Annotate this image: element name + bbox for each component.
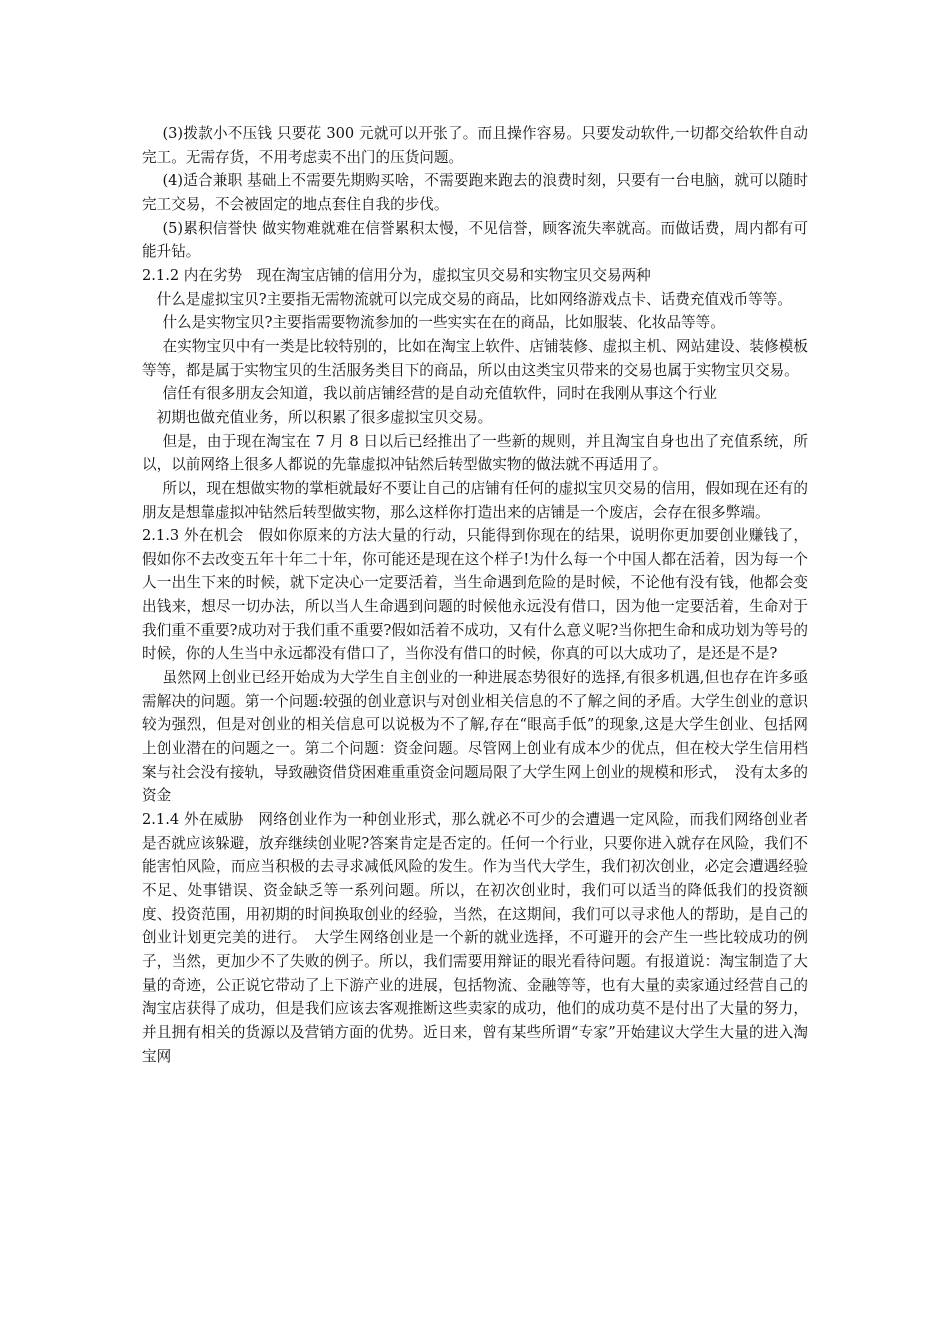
section-heading-weakness: 2.1.2 内在劣势 现在淘宝店铺的信用分为，虚拟宝贝交易和实物宝贝交易两种: [142, 266, 651, 284]
document-page: [142, 122, 808, 1068]
paragraph-advice: 所以，现在想做实物的掌柜就最好不要让自己的店铺有任何的虚拟宝贝交易的信用，假如现在还有的朋友是想靠虚拟冲钻然后转型做实物，那么这样你打造出来的店铺是一个废店，会存在很多弊端。: [142, 479, 808, 521]
section-heading-opportunity: 2.1.3 外在机会 假如你原来的方法大量的行动，只能得到你现在的结果，说明你更加要创业赚钱了，假如你不去改变五年十年二十年，你可能还是现在这个样子!为什么每一个中国人都在活着，因为每一个人一出生下来的时候，就下定决心一定要活着，当生命遇到危险的是时候，不论他有没有钱，他都会变出钱来，想尽一切办法，所以当人生命遇到问题的时候他永远没有借口，因为他一定要活着，生命对于我们重不重要?成功对于我们重不重要?假如活着不成功，又有什么意义呢?当你把生命和成功划为等号的时候，你的人生当中永远都没有借口了，当你没有借口的时候，你真的可以大成功了，是还是不是?: [142, 527, 808, 663]
paragraph-new-rules: 但是，由于现在淘宝在 7 月 8 日以后已经推出了一些新的规则，并且淘宝自身也出了充值系统，所以，以前网络上很多人都说的先靠虚拟冲钻然后转型做实物的做法就不再适用了。: [142, 432, 808, 474]
paragraph-low-cost: (3)拨款小不压钱 只要花 300 元就可以开张了。而且操作容易。只要发动软件,一切都交给软件自动完工。无需存货，不用考虑卖不出门的压货问题。: [142, 125, 808, 166]
paragraph-physical-goods: 什么是实物宝贝?主要指需要物流参加的一些实实在在的商品，比如服装、化妆品等等。: [162, 314, 725, 332]
paragraph-reputation: (5)累积信誉快 做实物难就难在信誉累积太慢，不见信誉，顾客流失率就高。而做话费，周内都有可能升钻。: [142, 219, 808, 261]
paragraph-part-time: (4)适合兼职 基础上不需要先期购买啥，不需要跑来跑去的浪费时刻，只要有一台电脑，就可以随时完工交易，不会被固定的地点套住自我的步伐。: [142, 172, 808, 213]
paragraph-problems: 虽然网上创业已经开始成为大学生自主创业的一种进展态势很好的选择,有很多机遇,但也存在许多亟需解决的问题。第一个问题:较强的创业意识与对创业相关信息的不了解之间的矛盾。大学生创业的意识较为强烈，但是对创业的相关信息可以说极为不了解,存在“眼高手低”的现象,这是大学生创业、包括网上创业潜在的问题之一。第二个问题：资金问题。尽管网上创业有成本少的优点，但在校大学生信用档案与社会没有接轨，导致融资借贷困难重重资金问题局限了大学生网上创业的规模和形式， 没有太多的资金: [142, 669, 808, 805]
paragraph-early-stage: 初期也做充值业务，所以积累了很多虚拟宝贝交易。: [156, 408, 493, 426]
section-heading-threat: 2.1.4 外在威胁 网络创业作为一种创业形式，那么就必不可少的会遭遇一定风险，而我们网络创业者是否就应该躲避，放弃继续创业呢?答案肯定是否定的。任何一个行业，只要你进入就存在风险，我们不能害怕风险，而应当积极的去寻求减低风险的发生。作为当代大学生，我们初次创业，必定会遭遇经验不足、处事错误、资金缺乏等一系列问题。所以，在初次创业时，我们可以适当的降低我们的投资额度、投资范围，用初期的时间换取创业的经验，当然，在这期间，我们可以寻求他人的帮助，是自己的创业计划更完美的进行。 大学生网络创业是一个新的就业选择，不可避开的会产生一些比较成功的例子，当然，更加少不了失败的例子。所以，我们需要用辩证的眼光看待问题。有报道说：淘宝制造了大量的奇迹，公正说它带动了上下游产业的进展，包括物流、金融等等，也有大量的卖家通过经营自己的淘宝店获得了成功，但是我们应该去客观推断这些卖家的成功，他们的成功莫不是付出了大量的努力，并且拥有相关的货源以及营销方面的优势。近日来，曾有某些所谓“专家”开始建议大学生大量的进入淘宝网: [142, 811, 808, 1065]
paragraph-virtual-goods: 什么是虚拟宝贝?主要指无需物流就可以完成交易的商品，比如网络游戏点卡、话费充值戏币等等。: [156, 290, 792, 308]
paragraph-special-category: 在实物宝贝中有一类是比较特别的，比如在淘宝上软件、店铺装修、虚拟主机、网站建设、装修模板等等，都是属于实物宝贝的生活服务类目下的商品，所以由这类宝贝带来的交易也属于实物宝贝交易。: [142, 337, 808, 379]
paragraph-trust: 信任有很多朋友会知道，我以前店铺经营的是自动充值软件，同时在我刚从事这个行业: [162, 385, 718, 403]
